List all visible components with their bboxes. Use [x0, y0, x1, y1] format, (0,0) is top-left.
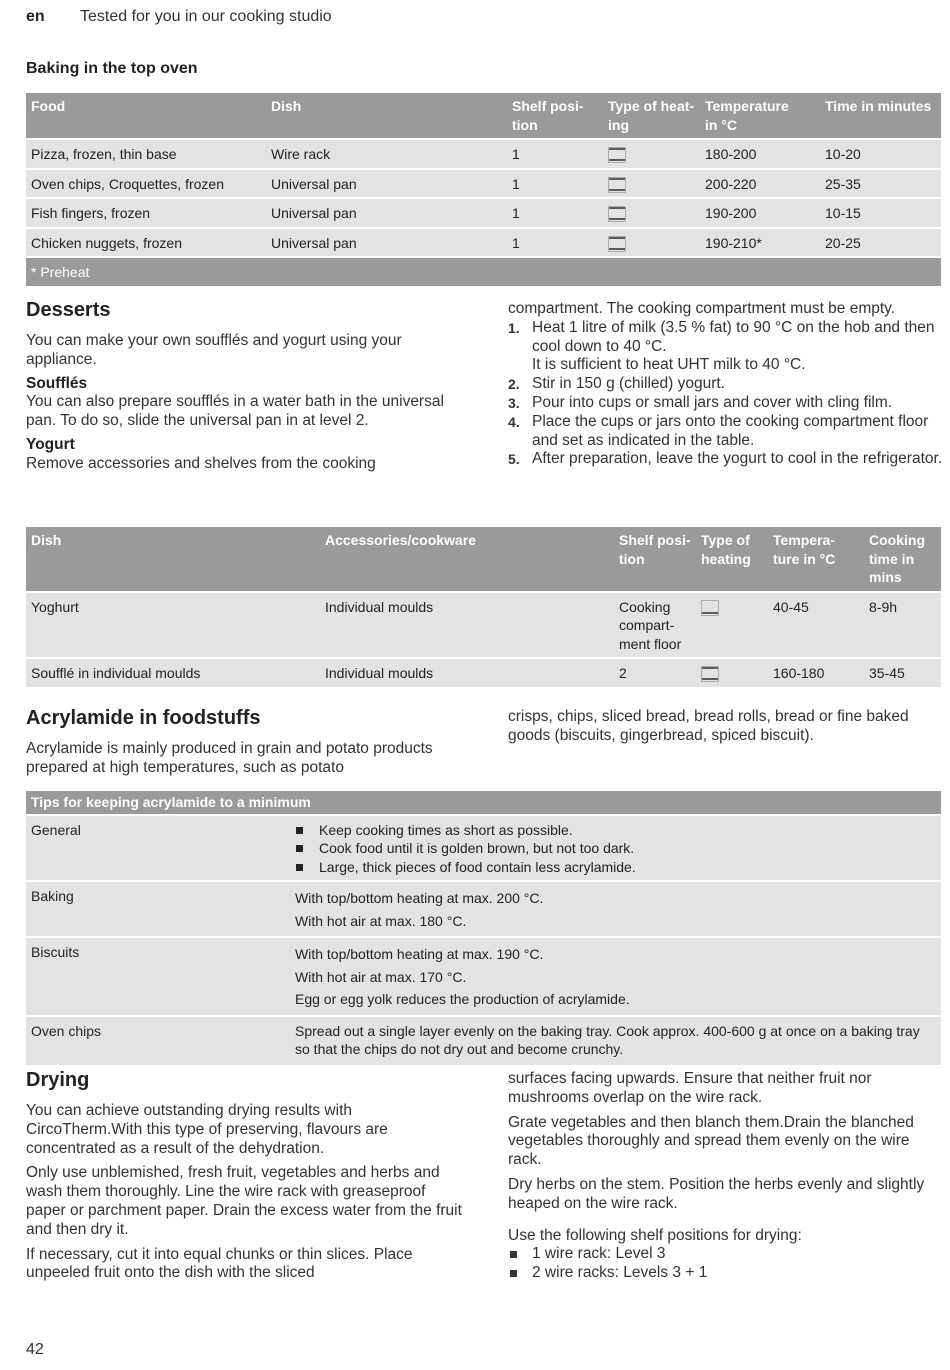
- list-item: [508, 394, 944, 413]
- tips-label-general: General: [26, 815, 290, 882]
- tip-text: Cook food until it is golden brown, but not too dark.: [319, 840, 635, 856]
- table-row: [26, 228, 941, 258]
- shelf-cell: 2: [614, 658, 696, 687]
- bottom-heating-icon: [701, 600, 719, 616]
- tips-row-general: [26, 815, 941, 882]
- heating-cell: [603, 169, 700, 199]
- step-number: 1.: [508, 319, 520, 336]
- list-item: [508, 319, 944, 375]
- dish-cell: Yoghurt: [26, 592, 320, 659]
- acrylamide-tips-table: [26, 791, 941, 1065]
- list-item-text: 2 wire racks: Levels 3 + 1: [532, 1264, 708, 1282]
- time-cell: 10-15: [820, 198, 941, 228]
- tips-baking-text: [290, 881, 941, 937]
- time-cell: 20-25: [820, 228, 941, 258]
- list-item: [508, 1264, 938, 1283]
- tips-oven-chips-text: Spread out a single layer evenly on the baking tray. Cook approx. 400-600 g at once on a baking tray so that the chips do not dry out and become crunchy.: [290, 1016, 941, 1065]
- top-bottom-heating-icon: [608, 236, 626, 252]
- acrylamide-title: Acrylamide in foodstuffs: [26, 707, 261, 729]
- food-cell: Fish fingers, frozen: [26, 198, 266, 228]
- drying-p6: Dry herbs on the stem. Position the herbs evenly and slightly heaped on the wire rack.: [508, 1175, 925, 1212]
- table-row: [26, 169, 941, 199]
- step-text: After preparation, leave the yogurt to cool in the refrigerator.: [532, 450, 943, 468]
- dish-cell: Universal pan: [266, 228, 507, 258]
- yogurt-text-a: Remove accessories and shelves from the cooking: [26, 454, 376, 472]
- col-dish: Dish: [26, 527, 320, 592]
- col-dish: Dish: [266, 93, 507, 139]
- yogurt-text-b: compartment. The cooking compartment must be empty.: [508, 300, 896, 317]
- accessories-cell: Individual moulds: [320, 592, 614, 659]
- acrylamide-text-b: crisps, chips, sliced bread, bread rolls, bread or fine baked goods (biscuits, gingerbread, spiced biscuit).: [508, 708, 909, 744]
- baking-table: [26, 93, 941, 286]
- yogurt-steps: [508, 319, 944, 469]
- list-item: [508, 375, 944, 394]
- drying-title: Drying: [26, 1069, 90, 1091]
- bullet-icon: [510, 1270, 517, 1277]
- heating-cell: [603, 139, 700, 169]
- heating-cell: [696, 592, 768, 659]
- page-header-title: Tested for you in our cooking studio: [80, 8, 332, 25]
- step-text: Place the cups or jars onto the cooking compartment floor and set as indicated in the table.: [532, 412, 929, 449]
- col-accessories: Accessories/cookware: [320, 527, 614, 592]
- temperature-cell: 40-45: [768, 592, 864, 659]
- tip-text: Large, thick pieces of food contain less acrylamide.: [319, 858, 636, 875]
- cooking-time-cell: 35-45: [864, 658, 941, 687]
- temperature-cell: 160-180: [768, 658, 864, 687]
- step-number: 4.: [508, 413, 520, 430]
- col-shelf: Shelf posi- tion: [614, 527, 696, 592]
- list-item: [295, 821, 936, 840]
- list-item-text: 1 wire rack: Level 3: [532, 1245, 666, 1263]
- top-bottom-heating-icon: [608, 206, 626, 222]
- desserts-intro: You can make your own soufflés and yogurt using your appliance.: [26, 332, 402, 368]
- cooking-time-cell: 8-9h: [864, 592, 941, 659]
- heating-cell: [603, 228, 700, 258]
- list-item: [295, 858, 936, 877]
- temperature-cell: 190-210*: [700, 228, 820, 258]
- food-cell: Pizza, frozen, thin base: [26, 139, 266, 169]
- step-text: Stir in 150 g (chilled) yogurt.: [532, 375, 725, 393]
- top-bottom-heating-icon: [608, 147, 626, 163]
- dish-cell: Universal pan: [266, 198, 507, 228]
- tip-line: With top/bottom heating at max. 200 °C.: [295, 890, 544, 906]
- drying-p3: If necessary, cut it into equal chunks or thin slices. Place unpeeled fruit onto the dish with the sliced: [26, 1245, 413, 1282]
- col-shelf: Shelf posi- tion: [507, 93, 603, 139]
- step-text: Pour into cups or small jars and cover with cling film.: [532, 393, 893, 411]
- col-time: Time in minutes: [820, 93, 941, 139]
- col-heating: Type of heating: [696, 527, 768, 592]
- accessories-cell: Individual moulds: [320, 658, 614, 687]
- tip-line: Egg or egg yolk reduces the production of acrylamide.: [295, 991, 630, 1007]
- step-number: 3.: [508, 394, 520, 411]
- heating-cell: [696, 658, 768, 687]
- tips-row-biscuits: [26, 937, 941, 1016]
- tips-label-oven-chips: Oven chips: [26, 1016, 290, 1065]
- preheat-footnote: * Preheat: [26, 257, 941, 286]
- tip-line: With top/bottom heating at max. 190 °C.: [295, 946, 544, 962]
- tips-row-oven-chips: [26, 1016, 941, 1065]
- drying-p1: You can achieve outstanding drying results with CircoTherm.With this type of preserving, flavours are concentrated as a result of the dehydration.: [26, 1102, 388, 1157]
- tips-header: Tips for keeping acrylamide to a minimum: [26, 791, 941, 815]
- drying-p5: Grate vegetables and then blanch them.Drain the blanched vegetables thoroughly and spread them evenly on the wire rack.: [508, 1113, 914, 1169]
- baking-table-header: [26, 93, 941, 139]
- top-bottom-heating-icon: [701, 666, 719, 682]
- drying-p7: Use the following shelf positions for drying:: [508, 1226, 802, 1244]
- step-number: 2.: [508, 376, 520, 393]
- bullet-icon: [296, 864, 303, 871]
- tip-text: Keep cooking times as short as possible.: [319, 821, 573, 838]
- food-cell: Chicken nuggets, frozen: [26, 228, 266, 258]
- dish-cell: Wire rack: [266, 139, 507, 169]
- temperature-cell: 190-200: [700, 198, 820, 228]
- drying-shelf-list: [508, 1245, 938, 1283]
- time-cell: 25-35: [820, 169, 941, 199]
- step-note: It is sufficient to heat UHT milk to 40 °C.: [532, 356, 806, 374]
- bullet-icon: [510, 1251, 517, 1258]
- yogurt-title: Yogurt: [26, 435, 75, 453]
- tips-label-baking: Baking: [26, 881, 290, 937]
- language-code: en: [26, 8, 45, 25]
- col-food: Food: [26, 93, 266, 139]
- col-heating: Type of heat- ing: [603, 93, 700, 139]
- desserts-title: Desserts: [26, 299, 111, 321]
- dish-cell: Universal pan: [266, 169, 507, 199]
- list-item: [508, 413, 944, 451]
- shelf-cell: Cooking compart- ment floor: [614, 592, 696, 659]
- food-cell: Oven chips, Croquettes, frozen: [26, 169, 266, 199]
- col-temperature: Temperature in °C: [700, 93, 820, 139]
- baking-section-title: Baking in the top oven: [26, 60, 198, 77]
- step-number: 5.: [508, 451, 520, 468]
- drying-p4: surfaces facing upwards. Ensure that neither fruit nor mushrooms overlap on the wire rack.: [508, 1070, 872, 1106]
- page-number: 42: [26, 1341, 44, 1358]
- shelf-cell: 1: [507, 169, 603, 199]
- tips-row-baking: [26, 881, 941, 937]
- list-item: [508, 1245, 938, 1264]
- time-cell: 10-20: [820, 139, 941, 169]
- acrylamide-text-a: Acrylamide is mainly produced in grain and potato products prepared at high temperatures, such as potato: [26, 740, 433, 776]
- souffles-title: Soufflés: [26, 374, 88, 392]
- list-item: [295, 839, 936, 858]
- desserts-table: [26, 527, 941, 687]
- bullet-icon: [296, 845, 303, 852]
- shelf-cell: 1: [507, 139, 603, 169]
- top-bottom-heating-icon: [608, 177, 626, 193]
- table-row: [26, 658, 941, 687]
- souffles-text: You can also prepare soufflés in a water bath in the universal pan. To do so, slide the universal pan in at level 2.: [26, 393, 444, 430]
- desserts-table-header: [26, 527, 941, 592]
- table-row: [26, 198, 941, 228]
- col-temperature: Tempera- ture in °C: [768, 527, 864, 592]
- table-row: [26, 139, 941, 169]
- tip-line: With hot air at max. 170 °C.: [295, 968, 467, 985]
- table-row: [26, 592, 941, 659]
- tips-label-biscuits: Biscuits: [26, 937, 290, 1016]
- dish-cell: Soufflé in individual moulds: [26, 658, 320, 687]
- shelf-cell: 1: [507, 198, 603, 228]
- step-text: Heat 1 litre of milk (3.5 % fat) to 90 °C on the hob and then cool down to 40 °C.: [532, 318, 935, 355]
- heating-cell: [603, 198, 700, 228]
- bullet-icon: [296, 827, 303, 834]
- list-item: [508, 450, 944, 469]
- col-cooking-time: Cooking time in mins: [864, 527, 941, 592]
- shelf-cell: 1: [507, 228, 603, 258]
- drying-p2: Only use unblemished, fresh fruit, vegetables and herbs and wash them thoroughly. Line the wire rack with greaseproof paper or parchment paper. Drain the excess water from the fruit and then dry it.: [26, 1164, 462, 1238]
- tip-line: With hot air at max. 180 °C.: [295, 912, 467, 929]
- temperature-cell: 180-200: [700, 139, 820, 169]
- temperature-cell: 200-220: [700, 169, 820, 199]
- tips-biscuits-text: [290, 937, 941, 1016]
